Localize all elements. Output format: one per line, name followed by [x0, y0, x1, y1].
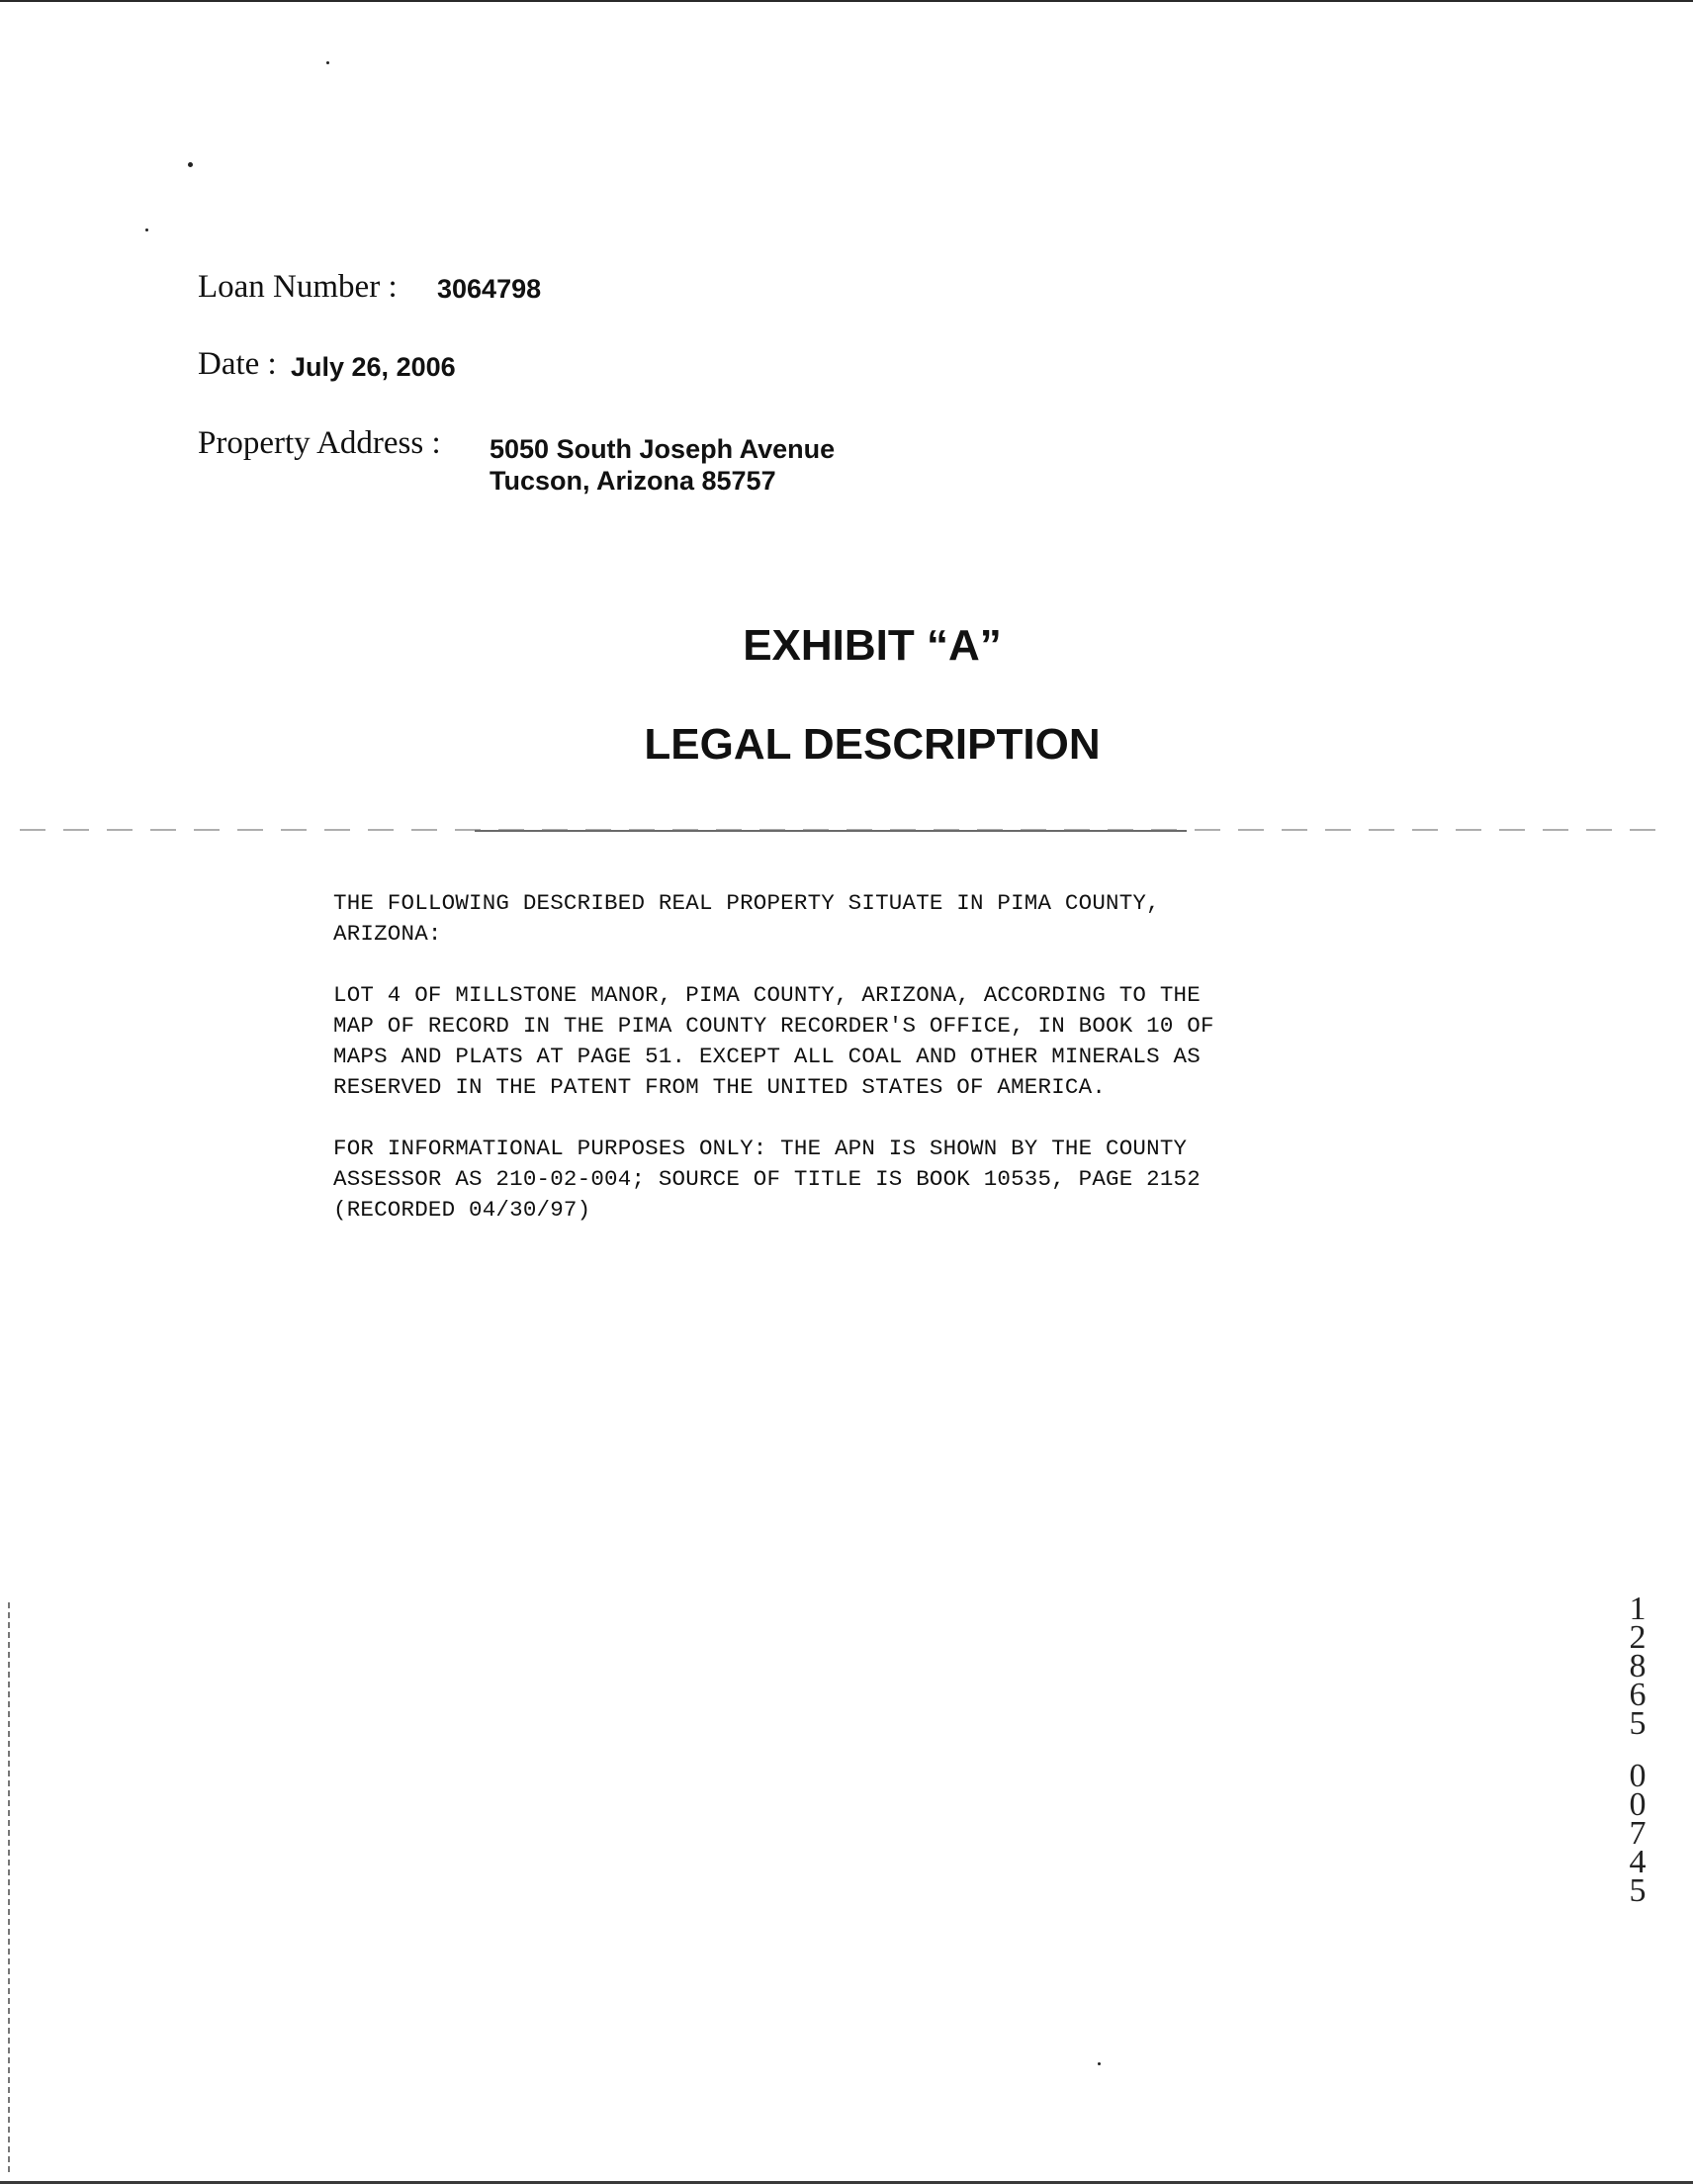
stamp-digit: 0 [1629, 1758, 1647, 1794]
recording-stamp [1618, 1591, 1657, 1909]
scan-speck [188, 162, 193, 167]
stamp-digit: 4 [1629, 1844, 1647, 1880]
legal-intro-paragraph: THE FOLLOWING DESCRIBED REAL PROPERTY SITUATE IN PIMA COUNTY, ARIZONA: [333, 890, 1160, 947]
stamp-digit: 2 [1629, 1619, 1647, 1656]
scan-mid-rule-dark [475, 830, 1187, 832]
stamp-digit: 6 [1629, 1677, 1647, 1713]
legal-info-paragraph: FOR INFORMATIONAL PURPOSES ONLY: THE APN IS SHOWN BY THE COUNTY ASSESSOR AS 210-02-004; SOURCE OF TITLE IS BOOK 10535, PAGE 2152 (RECORDED 04/30/97) [333, 1136, 1201, 1223]
legal-lot-paragraph: LOT 4 OF MILLSTONE MANOR, PIMA COUNTY, ARIZONA, ACCORDING TO THE MAP OF RECORD IN THE PIMA COUNTY RECORDER'S OFFICE, IN BOOK 10 OF MAPS AND PLATS AT PAGE 51. EXCEPT ALL COAL AND OTHER MINERALS AS RESERVED IN THE PATENT FROM THE UNITED STATES OF AMERICA. [333, 982, 1214, 1100]
exhibit-subtitle: LEGAL DESCRIPTION [644, 720, 1101, 769]
date-value: July 26, 2006 [291, 352, 456, 382]
stamp-digit: 8 [1629, 1648, 1647, 1684]
scan-speck [1098, 2062, 1101, 2065]
scan-speck [145, 228, 148, 231]
stamp-digit: 7 [1629, 1815, 1647, 1852]
stamp-digit: 5 [1629, 1705, 1647, 1742]
scan-top-edge [0, 0, 1693, 2]
legal-description-body [333, 888, 1411, 1256]
date-label: Date : [198, 346, 277, 382]
stamp-digit: 0 [1629, 1786, 1647, 1823]
loan-number-value: 3064798 [437, 274, 542, 304]
exhibit-title: EXHIBIT “A” [743, 621, 1002, 670]
property-address-line1: 5050 South Joseph Avenue [490, 434, 836, 464]
loan-number-label: Loan Number : [198, 269, 398, 305]
stamp-digit: 5 [1629, 1872, 1647, 1909]
stamp-digit: 1 [1629, 1591, 1647, 1627]
property-address-label: Property Address : [198, 425, 441, 461]
scan-speck [326, 61, 329, 64]
property-address-line2: Tucson, Arizona 85757 [490, 466, 776, 496]
scan-left-edge [8, 1602, 10, 2176]
